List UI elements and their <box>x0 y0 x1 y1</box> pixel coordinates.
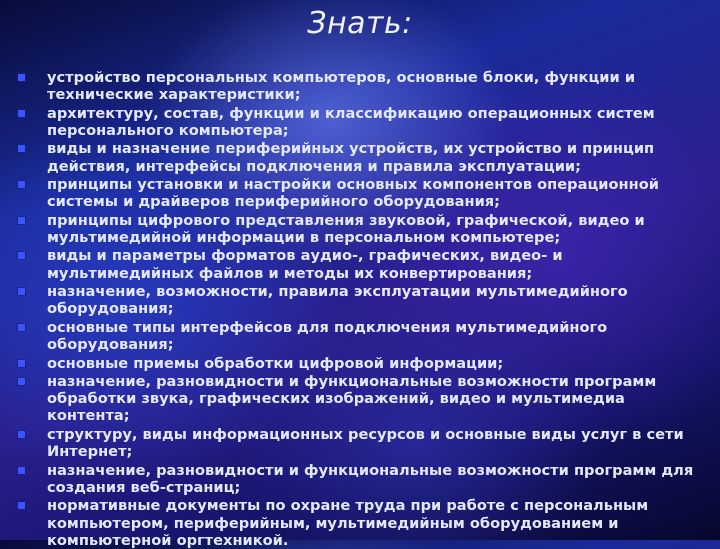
list-item <box>18 462 708 497</box>
square-bullet-icon <box>18 145 25 152</box>
list-item <box>18 283 708 318</box>
square-bullet-icon <box>18 110 25 117</box>
square-bullet-icon <box>18 467 25 474</box>
list-item <box>18 140 708 175</box>
square-bullet-icon <box>18 288 25 295</box>
list-item-text: виды и параметры форматов аудио-, графических, видео- и мультимедийных файлов и методы их конвертирования; <box>47 247 563 282</box>
list-item-text: структуру, виды информационных ресурсов и основные виды услуг в сети Интернет; <box>47 425 684 461</box>
list-item-text: архитектуру, состав, функции и классификацию операционных систем персонального компьютера; <box>47 104 655 139</box>
list-item-text: принципы установки и настройки основных компонентов операционной системы и драйверов периферийного оборудования; <box>47 176 659 211</box>
list-item <box>18 373 708 425</box>
square-bullet-icon <box>18 252 25 259</box>
list-item-text: основные типы интерфейсов для подключения мультимедийного оборудования; <box>47 318 608 354</box>
list-item <box>18 319 708 354</box>
list-item <box>18 105 708 140</box>
list-item-text: основные приемы обработки цифровой информации; <box>47 354 504 372</box>
list-item <box>18 355 708 372</box>
list-item <box>18 247 708 282</box>
list-item <box>18 176 708 211</box>
slide-title: Знать: <box>307 6 413 41</box>
square-bullet-icon <box>18 217 25 224</box>
list-item <box>18 426 708 461</box>
list-item-text: устройство персональных компьютеров, основные блоки, функции и технические характеристики; <box>47 69 636 104</box>
square-bullet-icon <box>18 502 25 509</box>
square-bullet-icon <box>18 360 25 367</box>
bullet-list <box>18 69 708 549</box>
list-item-text: назначение, разновидности и функциональные возможности программ обработки звука, графических изображений, видео и мультимедиа контента; <box>47 372 657 425</box>
list-item-text: назначение, возможности, правила эксплуатации мультимедийного оборудования; <box>47 283 628 318</box>
list-item-text: принципы цифрового представления звуковой, графической, видео и мультимедийной информации в персональном компьютере; <box>47 211 645 247</box>
square-bullet-icon <box>18 74 25 81</box>
square-bullet-icon <box>18 181 25 188</box>
list-item <box>18 497 708 549</box>
square-bullet-icon <box>18 378 25 385</box>
list-item-text: назначение, разновидности и функциональные возможности программ для создания веб-страниц; <box>47 461 694 496</box>
square-bullet-icon <box>18 324 25 331</box>
list-item <box>18 212 708 247</box>
list-item-text: виды и назначение периферийных устройств, их устройство и принцип действия, интерфейсы подключения и правила эксплуатации; <box>47 140 655 175</box>
square-bullet-icon <box>18 431 25 438</box>
list-item-text: нормативные документы по охране труда при работе с персональным компьютером, периферийным, мультимедийным оборудованием и компьютерной оргтехникой. <box>47 497 649 549</box>
list-item <box>18 69 708 104</box>
